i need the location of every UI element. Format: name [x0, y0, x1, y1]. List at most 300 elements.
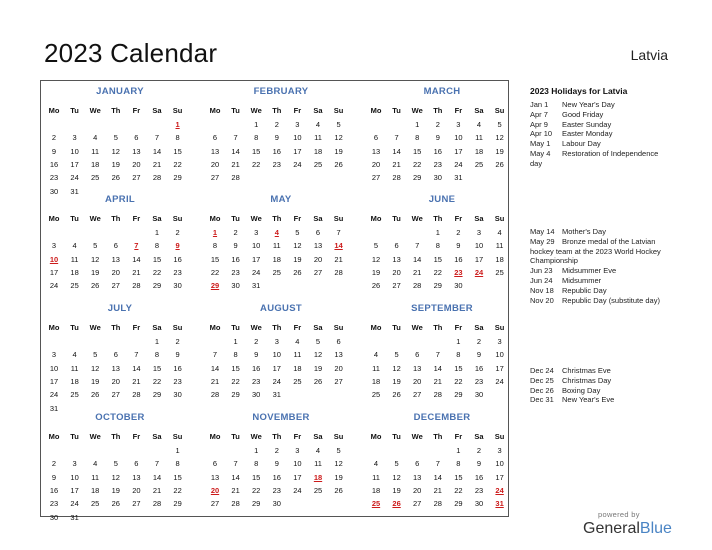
day-cell[interactable]: 7: [336, 228, 341, 237]
day-cell[interactable]: 29: [173, 173, 182, 183]
day-cell[interactable]: 31: [454, 173, 463, 183]
day-cell[interactable]: 29: [413, 173, 422, 183]
day-cell[interactable]: 22: [152, 376, 162, 386]
day-cell[interactable]: 11: [272, 241, 281, 251]
day-cell[interactable]: 31: [70, 512, 79, 522]
day-cell[interactable]: 7: [415, 241, 420, 251]
day-cell[interactable]: 19: [334, 146, 343, 156]
day-cell[interactable]: 7: [134, 350, 139, 360]
day-cell[interactable]: 30: [252, 390, 261, 400]
day-cell[interactable]: 27: [371, 173, 381, 183]
day-cell[interactable]: 21: [413, 267, 422, 277]
day-cell[interactable]: 12: [334, 133, 343, 143]
day-cell[interactable]: 21: [132, 267, 141, 277]
day-cell[interactable]: 25: [91, 173, 100, 183]
day-cell[interactable]: 20: [371, 159, 381, 169]
day-cell[interactable]: 18: [91, 485, 100, 495]
day-cell[interactable]: 9: [476, 459, 482, 469]
day-cell[interactable]: 17: [70, 485, 79, 495]
day-cell[interactable]: 26: [111, 173, 120, 183]
day-cell[interactable]: 24: [70, 499, 79, 509]
day-cell[interactable]: 20: [313, 254, 323, 264]
day-cell[interactable]: 27: [132, 173, 141, 183]
day-cell[interactable]: 20: [132, 159, 141, 169]
day-cell[interactable]: 26: [392, 390, 401, 400]
day-cell[interactable]: 26: [91, 390, 100, 400]
day-cell[interactable]: 5: [336, 120, 341, 129]
day-cell[interactable]: 29: [433, 281, 442, 291]
day-cell[interactable]: 28: [231, 173, 240, 183]
day-cell[interactable]: 8: [456, 350, 461, 360]
day-cell[interactable]: 26: [371, 281, 381, 291]
day-cell[interactable]: 5: [93, 241, 98, 251]
day-cell[interactable]: 1: [233, 337, 238, 346]
day-cell[interactable]: 29: [454, 390, 463, 400]
day-cell[interactable]: 7: [154, 133, 160, 143]
day-cell[interactable]: 26: [495, 159, 504, 169]
day-cell[interactable]: 4: [93, 459, 98, 469]
day-cell[interactable]: 11: [372, 472, 380, 482]
day-cell[interactable]: 10: [293, 459, 302, 469]
day-cell[interactable]: 19: [91, 267, 100, 277]
day-cell[interactable]: 17: [293, 472, 302, 482]
day-cell[interactable]: 24: [70, 173, 79, 183]
day-cell[interactable]: 17: [474, 254, 484, 264]
day-cell[interactable]: 23: [474, 485, 484, 495]
day-cell[interactable]: 4: [72, 241, 77, 251]
day-cell[interactable]: 10: [252, 241, 261, 251]
day-cell[interactable]: 27: [413, 499, 422, 509]
day-cell[interactable]: 19: [111, 159, 120, 169]
day-cell[interactable]: 10: [49, 363, 59, 373]
day-cell[interactable]: 28: [132, 281, 141, 291]
day-cell[interactable]: 8: [233, 350, 238, 360]
day-cell[interactable]: 21: [152, 159, 162, 169]
day-cell[interactable]: 9: [51, 472, 57, 482]
day-cell[interactable]: 15: [433, 254, 442, 264]
day-cell[interactable]: 10: [70, 472, 79, 482]
holiday-day-cell[interactable]: 1: [175, 120, 180, 129]
day-cell[interactable]: 18: [313, 146, 323, 156]
day-cell[interactable]: 15: [252, 146, 261, 156]
day-cell[interactable]: 21: [210, 376, 220, 386]
brand-logo[interactable]: [583, 520, 672, 538]
day-cell[interactable]: 23: [252, 376, 261, 386]
day-cell[interactable]: 21: [392, 159, 401, 169]
day-cell[interactable]: 26: [111, 499, 120, 509]
day-cell[interactable]: 12: [392, 472, 401, 482]
day-cell[interactable]: 4: [497, 228, 502, 237]
day-cell[interactable]: 10: [495, 459, 504, 469]
day-cell[interactable]: 1: [456, 446, 461, 455]
day-cell[interactable]: 21: [334, 254, 343, 264]
day-cell[interactable]: 27: [313, 267, 323, 277]
day-cell[interactable]: 9: [274, 133, 279, 143]
day-cell[interactable]: 13: [413, 472, 422, 482]
day-cell[interactable]: 20: [413, 376, 422, 386]
day-cell[interactable]: 17: [49, 267, 59, 277]
day-cell[interactable]: 7: [233, 133, 238, 143]
day-cell[interactable]: 14: [413, 254, 422, 264]
day-cell[interactable]: 9: [476, 350, 482, 360]
day-cell[interactable]: 13: [413, 363, 422, 373]
day-cell[interactable]: 15: [231, 363, 240, 373]
day-cell[interactable]: 2: [274, 446, 279, 455]
day-cell[interactable]: 18: [371, 485, 381, 495]
day-cell[interactable]: 28: [433, 390, 442, 400]
day-cell[interactable]: 24: [49, 390, 59, 400]
day-cell[interactable]: 11: [91, 146, 100, 156]
day-cell[interactable]: 16: [272, 146, 281, 156]
day-cell[interactable]: 22: [152, 267, 162, 277]
day-cell[interactable]: 6: [336, 337, 341, 346]
day-cell[interactable]: 18: [474, 146, 484, 156]
day-cell[interactable]: 24: [495, 376, 504, 386]
day-cell[interactable]: 14: [132, 363, 141, 373]
day-cell[interactable]: 24: [252, 267, 261, 277]
holiday-day-cell[interactable]: 4: [274, 228, 279, 237]
day-cell[interactable]: 10: [454, 133, 463, 143]
holiday-day-cell[interactable]: 14: [334, 241, 343, 251]
day-cell[interactable]: 8: [415, 133, 420, 143]
day-cell[interactable]: 22: [231, 376, 240, 386]
day-cell[interactable]: 5: [394, 459, 399, 469]
day-cell[interactable]: 16: [173, 254, 182, 264]
day-cell[interactable]: 3: [254, 228, 259, 237]
day-cell[interactable]: 5: [113, 459, 118, 469]
day-cell[interactable]: 18: [272, 254, 281, 264]
day-cell[interactable]: 30: [433, 173, 442, 183]
day-cell[interactable]: 14: [433, 363, 442, 373]
holiday-day-cell[interactable]: 10: [49, 254, 59, 264]
day-cell[interactable]: 4: [373, 350, 379, 360]
day-cell[interactable]: 14: [210, 363, 220, 373]
day-cell[interactable]: 17: [293, 146, 302, 156]
day-cell[interactable]: 19: [495, 146, 504, 156]
day-cell[interactable]: 1: [254, 446, 259, 455]
day-cell[interactable]: 15: [413, 146, 422, 156]
day-cell[interactable]: 28: [433, 499, 442, 509]
day-cell[interactable]: 3: [497, 337, 502, 346]
day-cell[interactable]: 17: [70, 159, 79, 169]
day-cell[interactable]: 7: [435, 459, 440, 469]
day-cell[interactable]: 9: [233, 241, 238, 251]
day-cell[interactable]: 6: [415, 459, 420, 469]
day-cell[interactable]: 29: [152, 390, 162, 400]
day-cell[interactable]: 3: [497, 446, 502, 455]
day-cell[interactable]: 13: [371, 146, 381, 156]
day-cell[interactable]: 25: [70, 281, 79, 291]
day-cell[interactable]: 18: [70, 267, 79, 277]
day-cell[interactable]: 22: [433, 267, 442, 277]
day-cell[interactable]: 1: [456, 337, 461, 346]
day-cell[interactable]: 24: [272, 376, 281, 386]
day-cell[interactable]: 12: [111, 146, 120, 156]
day-cell[interactable]: 28: [210, 390, 220, 400]
day-cell[interactable]: 12: [91, 254, 100, 264]
day-cell[interactable]: 16: [474, 363, 484, 373]
day-cell[interactable]: 4: [315, 446, 321, 455]
day-cell[interactable]: 6: [373, 133, 379, 143]
day-cell[interactable]: 15: [210, 254, 220, 264]
day-cell[interactable]: 16: [252, 363, 261, 373]
holiday-day-cell[interactable]: 1: [212, 228, 218, 237]
day-cell[interactable]: 18: [371, 376, 381, 386]
day-cell[interactable]: 22: [173, 485, 182, 495]
day-cell[interactable]: 22: [173, 159, 182, 169]
day-cell[interactable]: 8: [435, 241, 440, 251]
day-cell[interactable]: 11: [314, 459, 322, 469]
day-cell[interactable]: 18: [495, 254, 504, 264]
day-cell[interactable]: 20: [111, 376, 120, 386]
day-cell[interactable]: 17: [49, 376, 59, 386]
day-cell[interactable]: 31: [70, 186, 79, 196]
day-cell[interactable]: 25: [474, 159, 484, 169]
day-cell[interactable]: 1: [175, 446, 180, 455]
day-cell[interactable]: 20: [132, 485, 141, 495]
day-cell[interactable]: 9: [274, 459, 279, 469]
day-cell[interactable]: 10: [495, 350, 504, 360]
day-cell[interactable]: 21: [231, 159, 240, 169]
day-cell[interactable]: 27: [111, 390, 120, 400]
day-cell[interactable]: 10: [293, 133, 302, 143]
day-cell[interactable]: 8: [175, 133, 180, 143]
day-cell[interactable]: 9: [456, 241, 461, 251]
day-cell[interactable]: 2: [233, 228, 238, 237]
day-cell[interactable]: 12: [91, 363, 100, 373]
day-cell[interactable]: 23: [474, 376, 484, 386]
day-cell[interactable]: 31: [272, 390, 281, 400]
day-cell[interactable]: 11: [372, 363, 380, 373]
day-cell[interactable]: 11: [70, 254, 79, 264]
day-cell[interactable]: 25: [70, 390, 79, 400]
day-cell[interactable]: 27: [210, 499, 220, 509]
holiday-day-cell[interactable]: 23: [454, 267, 463, 277]
day-cell[interactable]: 29: [152, 281, 162, 291]
day-cell[interactable]: 2: [175, 228, 180, 237]
day-cell[interactable]: 25: [371, 390, 381, 400]
day-cell[interactable]: 6: [134, 459, 139, 469]
day-cell[interactable]: 16: [454, 254, 463, 264]
day-cell[interactable]: 27: [334, 376, 343, 386]
day-cell[interactable]: 15: [173, 146, 182, 156]
day-cell[interactable]: 17: [252, 254, 261, 264]
day-cell[interactable]: 5: [373, 241, 379, 251]
day-cell[interactable]: 30: [49, 186, 59, 196]
day-cell[interactable]: 5: [394, 350, 399, 360]
day-cell[interactable]: 7: [233, 459, 238, 469]
day-cell[interactable]: 16: [49, 159, 59, 169]
day-cell[interactable]: 5: [295, 228, 300, 237]
day-cell[interactable]: 20: [210, 159, 220, 169]
day-cell[interactable]: 1: [435, 228, 440, 237]
day-cell[interactable]: 11: [91, 472, 100, 482]
day-cell[interactable]: 28: [413, 281, 422, 291]
day-cell[interactable]: 13: [392, 254, 401, 264]
day-cell[interactable]: 5: [113, 133, 118, 143]
day-cell[interactable]: 13: [132, 146, 141, 156]
day-cell[interactable]: 5: [336, 446, 341, 455]
day-cell[interactable]: 27: [413, 390, 422, 400]
day-cell[interactable]: 16: [231, 254, 240, 264]
day-cell[interactable]: 15: [454, 472, 463, 482]
day-cell[interactable]: 14: [132, 254, 141, 264]
day-cell[interactable]: 6: [134, 133, 139, 143]
day-cell[interactable]: 20: [111, 267, 120, 277]
day-cell[interactable]: 22: [454, 485, 463, 495]
day-cell[interactable]: 15: [173, 472, 182, 482]
day-cell[interactable]: 30: [272, 499, 281, 509]
day-cell[interactable]: 19: [293, 254, 302, 264]
day-cell[interactable]: 19: [313, 363, 323, 373]
holiday-day-cell[interactable]: 25: [371, 499, 381, 509]
day-cell[interactable]: 4: [315, 120, 321, 129]
holiday-day-cell[interactable]: 20: [210, 485, 220, 495]
day-cell[interactable]: 6: [113, 241, 118, 251]
day-cell[interactable]: 14: [433, 472, 442, 482]
day-cell[interactable]: 25: [91, 499, 100, 509]
day-cell[interactable]: 25: [293, 376, 302, 386]
day-cell[interactable]: 1: [154, 228, 160, 237]
day-cell[interactable]: 26: [334, 485, 343, 495]
day-cell[interactable]: 3: [476, 228, 482, 237]
day-cell[interactable]: 19: [371, 267, 381, 277]
day-cell[interactable]: 4: [72, 350, 77, 360]
day-cell[interactable]: 1: [154, 337, 160, 346]
day-cell[interactable]: 2: [274, 120, 279, 129]
holiday-day-cell[interactable]: 18: [313, 472, 323, 482]
day-cell[interactable]: 8: [212, 241, 218, 251]
day-cell[interactable]: 22: [210, 267, 220, 277]
day-cell[interactable]: 28: [334, 267, 343, 277]
day-cell[interactable]: 15: [152, 363, 162, 373]
day-cell[interactable]: 5: [315, 337, 321, 346]
day-cell[interactable]: 24: [293, 159, 302, 169]
day-cell[interactable]: 2: [254, 337, 259, 346]
day-cell[interactable]: 10: [272, 350, 281, 360]
day-cell[interactable]: 16: [49, 485, 59, 495]
day-cell[interactable]: 12: [371, 254, 381, 264]
day-cell[interactable]: 4: [93, 133, 98, 143]
day-cell[interactable]: 14: [392, 146, 401, 156]
day-cell[interactable]: 5: [497, 120, 502, 129]
day-cell[interactable]: 2: [51, 459, 57, 469]
day-cell[interactable]: 20: [392, 267, 401, 277]
day-cell[interactable]: 21: [433, 485, 442, 495]
day-cell[interactable]: 23: [49, 499, 59, 509]
day-cell[interactable]: 25: [495, 267, 504, 277]
day-cell[interactable]: 15: [252, 472, 261, 482]
day-cell[interactable]: 28: [231, 499, 240, 509]
day-cell[interactable]: 20: [413, 485, 422, 495]
day-cell[interactable]: 7: [435, 350, 440, 360]
day-cell[interactable]: 24: [454, 159, 463, 169]
day-cell[interactable]: 3: [456, 120, 461, 129]
day-cell[interactable]: 30: [173, 390, 182, 400]
day-cell[interactable]: 6: [394, 241, 399, 251]
day-cell[interactable]: 17: [272, 363, 281, 373]
day-cell[interactable]: 2: [476, 446, 482, 455]
day-cell[interactable]: 26: [91, 281, 100, 291]
day-cell[interactable]: 22: [252, 159, 261, 169]
day-cell[interactable]: 6: [315, 228, 321, 237]
day-cell[interactable]: 27: [132, 499, 141, 509]
day-cell[interactable]: 25: [313, 485, 323, 495]
day-cell[interactable]: 13: [111, 363, 120, 373]
day-cell[interactable]: 3: [51, 350, 57, 360]
day-cell[interactable]: 30: [49, 512, 59, 522]
day-cell[interactable]: 30: [173, 281, 182, 291]
day-cell[interactable]: 17: [454, 146, 463, 156]
day-cell[interactable]: 30: [231, 281, 240, 291]
day-cell[interactable]: 3: [295, 120, 300, 129]
day-cell[interactable]: 3: [72, 133, 77, 143]
day-cell[interactable]: 21: [231, 485, 240, 495]
holiday-day-cell[interactable]: 26: [392, 499, 401, 509]
day-cell[interactable]: 28: [392, 173, 401, 183]
day-cell[interactable]: 16: [272, 472, 281, 482]
day-cell[interactable]: 1: [254, 120, 259, 129]
day-cell[interactable]: 23: [49, 173, 59, 183]
day-cell[interactable]: 29: [173, 499, 182, 509]
day-cell[interactable]: 19: [392, 485, 401, 495]
day-cell[interactable]: 8: [175, 459, 180, 469]
day-cell[interactable]: 19: [91, 376, 100, 386]
day-cell[interactable]: 13: [111, 254, 120, 264]
day-cell[interactable]: 13: [313, 241, 323, 251]
holiday-day-cell[interactable]: 29: [210, 281, 220, 291]
day-cell[interactable]: 23: [173, 376, 182, 386]
day-cell[interactable]: 23: [231, 267, 240, 277]
day-cell[interactable]: 7: [154, 459, 160, 469]
day-cell[interactable]: 12: [111, 472, 120, 482]
day-cell[interactable]: 8: [456, 459, 461, 469]
day-cell[interactable]: 1: [415, 120, 420, 129]
day-cell[interactable]: 11: [70, 363, 79, 373]
day-cell[interactable]: 18: [91, 159, 100, 169]
day-cell[interactable]: 23: [173, 267, 182, 277]
day-cell[interactable]: 10: [70, 146, 79, 156]
day-cell[interactable]: 11: [495, 241, 504, 251]
day-cell[interactable]: 17: [495, 472, 504, 482]
day-cell[interactable]: 6: [212, 133, 218, 143]
day-cell[interactable]: 12: [495, 133, 504, 143]
day-cell[interactable]: 2: [175, 337, 180, 346]
day-cell[interactable]: 2: [51, 133, 57, 143]
day-cell[interactable]: 10: [474, 241, 484, 251]
day-cell[interactable]: 6: [212, 459, 218, 469]
day-cell[interactable]: 2: [456, 228, 461, 237]
day-cell[interactable]: 25: [272, 267, 281, 277]
day-cell[interactable]: 30: [454, 281, 463, 291]
day-cell[interactable]: 16: [173, 363, 182, 373]
day-cell[interactable]: 16: [474, 472, 484, 482]
day-cell[interactable]: 27: [392, 281, 401, 291]
day-cell[interactable]: 3: [295, 446, 300, 455]
day-cell[interactable]: 2: [435, 120, 440, 129]
day-cell[interactable]: 30: [474, 390, 484, 400]
day-cell[interactable]: 3: [274, 337, 279, 346]
day-cell[interactable]: 6: [415, 350, 420, 360]
day-cell[interactable]: 11: [293, 350, 302, 360]
day-cell[interactable]: 9: [254, 350, 259, 360]
day-cell[interactable]: 31: [252, 281, 261, 291]
day-cell[interactable]: 14: [152, 472, 162, 482]
day-cell[interactable]: 9: [175, 350, 180, 360]
day-cell[interactable]: 5: [93, 350, 98, 360]
day-cell[interactable]: 3: [51, 241, 57, 251]
day-cell[interactable]: 23: [272, 159, 281, 169]
